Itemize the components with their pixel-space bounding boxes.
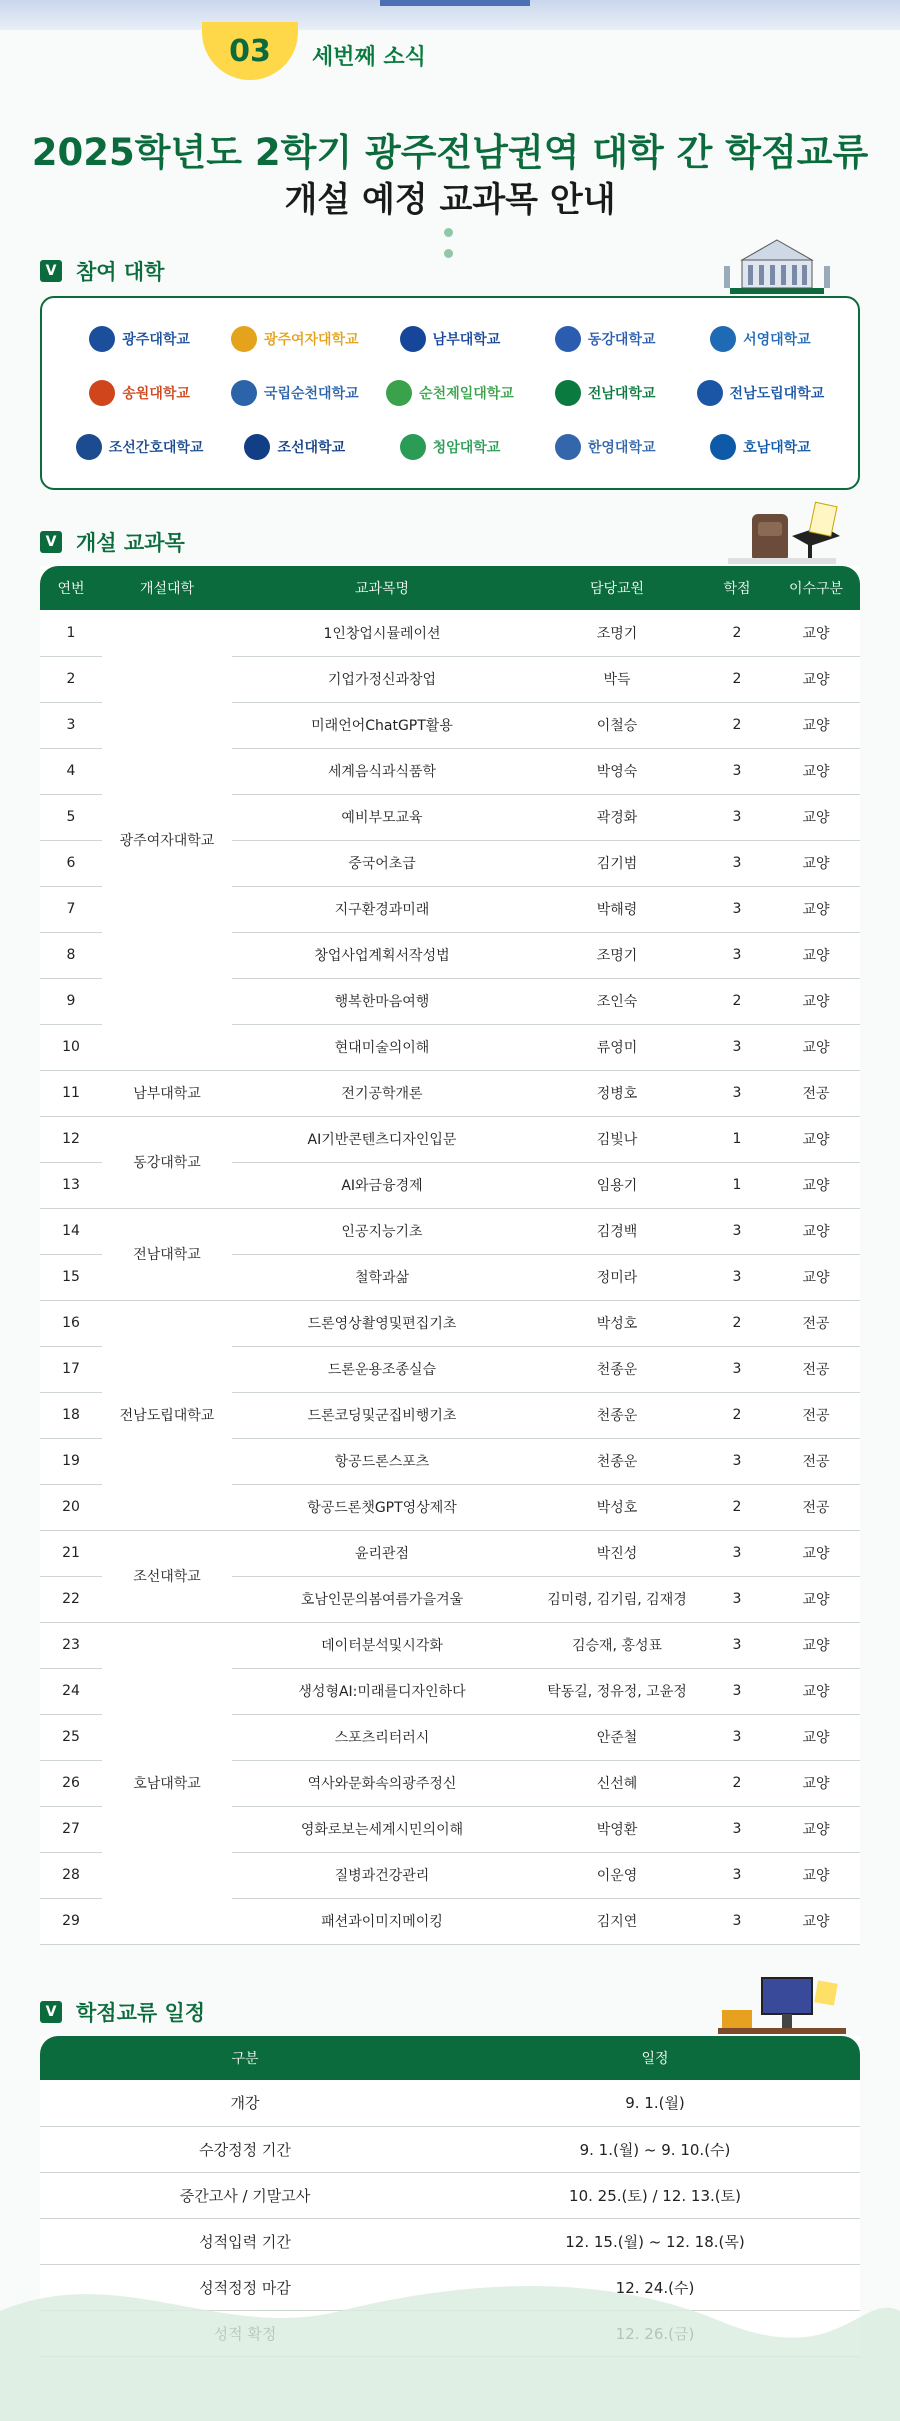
course-credit: 3 xyxy=(702,1622,772,1668)
course-instructor: 조명기 xyxy=(532,610,702,656)
university-name: 서영대학교 xyxy=(743,332,811,348)
university-emblem-icon xyxy=(555,380,581,406)
course-name: 미래언어ChatGPT활용 xyxy=(232,702,532,748)
course-no: 9 xyxy=(40,978,102,1024)
course-type: 교양 xyxy=(772,794,860,840)
course-type: 교양 xyxy=(772,702,860,748)
course-university: 호남대학교 xyxy=(102,1622,232,1944)
course-no: 5 xyxy=(40,794,102,840)
course-type: 전공 xyxy=(772,1438,860,1484)
course-type: 전공 xyxy=(772,1346,860,1392)
course-type: 교양 xyxy=(772,1576,860,1622)
course-type: 교양 xyxy=(772,1714,860,1760)
course-no: 15 xyxy=(40,1254,102,1300)
university-emblem-icon xyxy=(89,326,115,352)
course-instructor: 박영환 xyxy=(532,1806,702,1852)
course-name: 지구환경과미래 xyxy=(232,886,532,932)
course-name: 역사와문화속의광주정신 xyxy=(232,1760,532,1806)
table-row xyxy=(40,1116,860,1162)
col-university: 개설대학 xyxy=(102,566,232,610)
course-no: 3 xyxy=(40,702,102,748)
course-type: 교양 xyxy=(772,748,860,794)
table-row xyxy=(40,1300,860,1346)
course-name: 질병과건강관리 xyxy=(232,1852,532,1898)
course-instructor: 류영미 xyxy=(532,1024,702,1070)
university-logo xyxy=(372,312,527,366)
university-emblem-icon xyxy=(231,380,257,406)
course-credit: 2 xyxy=(702,702,772,748)
course-credit: 3 xyxy=(702,1254,772,1300)
university-name: 한영대학교 xyxy=(587,440,656,456)
course-instructor: 임용기 xyxy=(532,1162,702,1208)
col-type: 이수구분 xyxy=(772,566,860,610)
course-no: 29 xyxy=(40,1898,102,1944)
course-type: 전공 xyxy=(772,1484,860,1530)
course-no: 13 xyxy=(40,1162,102,1208)
university-logo xyxy=(217,366,372,420)
course-name: 전기공학개론 xyxy=(232,1070,532,1116)
course-instructor: 박성호 xyxy=(532,1300,702,1346)
course-name: 세계음식과식품학 xyxy=(232,748,532,794)
course-no: 6 xyxy=(40,840,102,886)
schedule-item: 성적입력 기간 xyxy=(40,2218,450,2264)
course-instructor: 정미라 xyxy=(532,1254,702,1300)
course-type: 교양 xyxy=(772,1530,860,1576)
schedule-item: 중간고사 / 기말고사 xyxy=(40,2172,450,2218)
course-credit: 2 xyxy=(702,610,772,656)
university-emblem-icon xyxy=(231,326,257,352)
university-emblem-icon xyxy=(697,380,723,406)
course-type: 교양 xyxy=(772,886,860,932)
schedule-item: 수강정정 기간 xyxy=(40,2126,450,2172)
university-name: 조선간호대학교 xyxy=(108,440,204,456)
course-no: 28 xyxy=(40,1852,102,1898)
university-emblem-icon xyxy=(244,434,270,460)
university-logo xyxy=(528,312,683,366)
course-credit: 3 xyxy=(702,1714,772,1760)
course-credit: 3 xyxy=(702,1806,772,1852)
university-emblem-icon xyxy=(89,380,115,406)
course-name: 예비부모교육 xyxy=(232,794,532,840)
course-instructor: 김미령, 김기림, 김재경 xyxy=(532,1576,702,1622)
university-name: 남부대학교 xyxy=(432,332,501,348)
background-wave xyxy=(0,2251,900,2421)
divider-dots xyxy=(444,228,453,270)
course-instructor: 곽경화 xyxy=(532,794,702,840)
university-building-icon xyxy=(722,236,832,296)
course-type: 교양 xyxy=(772,1668,860,1714)
col-credit: 학점 xyxy=(702,566,772,610)
course-type: 교양 xyxy=(772,1024,860,1070)
course-name: 항공드론챗GPT영상제작 xyxy=(232,1484,532,1530)
course-no: 7 xyxy=(40,886,102,932)
course-name: 생성형AI:미래를디자인하다 xyxy=(232,1668,532,1714)
course-name: 데이터분석및시각화 xyxy=(232,1622,532,1668)
table-row xyxy=(40,1070,860,1116)
schedule-date: 10. 25.(토) / 12. 13.(토) xyxy=(450,2172,860,2218)
col-no: 연번 xyxy=(40,566,102,610)
books-icon xyxy=(722,496,842,568)
universities-heading-text: 참여 대학 xyxy=(76,260,165,284)
course-no: 25 xyxy=(40,1714,102,1760)
course-type: 교양 xyxy=(772,978,860,1024)
course-instructor: 김빛나 xyxy=(532,1116,702,1162)
course-type: 교양 xyxy=(772,656,860,702)
issue-badge xyxy=(202,22,298,80)
course-name: 항공드론스포츠 xyxy=(232,1438,532,1484)
schedule-item: 성적정정 마감 xyxy=(40,2264,450,2310)
university-name: 국립순천대학교 xyxy=(263,386,359,402)
issue-number: 03 xyxy=(229,33,271,69)
course-instructor: 박영숙 xyxy=(532,748,702,794)
course-instructor: 박득 xyxy=(532,656,702,702)
course-credit: 2 xyxy=(702,1300,772,1346)
course-instructor: 이운영 xyxy=(532,1852,702,1898)
schedule-date: 12. 24.(수) xyxy=(450,2264,860,2310)
table-row xyxy=(40,610,860,656)
course-university: 남부대학교 xyxy=(102,1070,232,1116)
course-credit: 3 xyxy=(702,1668,772,1714)
university-logo xyxy=(683,312,838,366)
university-logo xyxy=(372,366,527,420)
course-no: 4 xyxy=(40,748,102,794)
universities-heading xyxy=(40,256,164,286)
course-no: 20 xyxy=(40,1484,102,1530)
col-date: 일정 xyxy=(450,2036,860,2080)
course-table-header xyxy=(40,566,860,610)
university-logo xyxy=(683,366,838,420)
course-instructor: 박진성 xyxy=(532,1530,702,1576)
course-credit: 3 xyxy=(702,1438,772,1484)
table-row xyxy=(40,1622,860,1668)
university-logo xyxy=(683,420,838,474)
course-no: 17 xyxy=(40,1346,102,1392)
university-emblem-icon xyxy=(386,380,412,406)
course-no: 26 xyxy=(40,1760,102,1806)
course-no: 14 xyxy=(40,1208,102,1254)
course-instructor: 조인숙 xyxy=(532,978,702,1024)
course-instructor: 김경백 xyxy=(532,1208,702,1254)
schedule-heading xyxy=(40,1997,205,2027)
course-name: 드론운용조종실습 xyxy=(232,1346,532,1392)
col-course: 교과목명 xyxy=(232,566,532,610)
university-emblem-icon xyxy=(76,434,102,460)
course-university: 전남대학교 xyxy=(102,1208,232,1300)
course-type: 교양 xyxy=(772,1852,860,1898)
course-credit: 2 xyxy=(702,656,772,702)
course-name: 호남인문의봄여름가을겨울 xyxy=(232,1576,532,1622)
course-credit: 1 xyxy=(702,1162,772,1208)
university-emblem-icon xyxy=(710,326,736,352)
course-credit: 3 xyxy=(702,932,772,978)
page-title: 2025학년도 2학기 광주전남권역 대학 간 학점교류 xyxy=(31,131,869,174)
university-name: 조선대학교 xyxy=(277,440,346,456)
course-no: 1 xyxy=(40,610,102,656)
course-type: 전공 xyxy=(772,1070,860,1116)
university-logo xyxy=(372,420,527,474)
course-table xyxy=(40,566,860,1945)
course-name: 드론코딩및군집비행기초 xyxy=(232,1392,532,1438)
schedule-date: 9. 1.(월) ~ 9. 10.(수) xyxy=(450,2126,860,2172)
course-credit: 2 xyxy=(702,1484,772,1530)
course-credit: 1 xyxy=(702,1116,772,1162)
university-logo xyxy=(528,366,683,420)
course-name: 기업가정신과창업 xyxy=(232,656,532,702)
course-no: 2 xyxy=(40,656,102,702)
university-emblem-icon xyxy=(400,326,426,352)
course-no: 16 xyxy=(40,1300,102,1346)
col-item: 구분 xyxy=(40,2036,450,2080)
course-instructor: 김승재, 홍성표 xyxy=(532,1622,702,1668)
table-row xyxy=(40,1208,860,1254)
course-no: 10 xyxy=(40,1024,102,1070)
course-type: 교양 xyxy=(772,610,860,656)
course-credit: 3 xyxy=(702,1070,772,1116)
course-credit: 3 xyxy=(702,794,772,840)
course-type: 교양 xyxy=(772,932,860,978)
course-name: 행복한마음여행 xyxy=(232,978,532,1024)
course-no: 24 xyxy=(40,1668,102,1714)
course-no: 21 xyxy=(40,1530,102,1576)
university-name: 전남대학교 xyxy=(587,386,656,402)
course-instructor: 이철승 xyxy=(532,702,702,748)
university-emblem-icon xyxy=(710,434,736,460)
course-name: 철학과삶 xyxy=(232,1254,532,1300)
course-no: 18 xyxy=(40,1392,102,1438)
course-instructor: 신선혜 xyxy=(532,1760,702,1806)
course-name: 창업사업계획서작성법 xyxy=(232,932,532,978)
course-no: 23 xyxy=(40,1622,102,1668)
check-icon: V xyxy=(40,260,62,282)
course-type: 교양 xyxy=(772,1162,860,1208)
col-instructor: 담당교원 xyxy=(532,566,702,610)
course-credit: 3 xyxy=(702,840,772,886)
course-instructor: 천종운 xyxy=(532,1346,702,1392)
course-no: 27 xyxy=(40,1806,102,1852)
university-name: 송원대학교 xyxy=(122,386,190,402)
course-name: 스포츠리터러시 xyxy=(232,1714,532,1760)
course-type: 교양 xyxy=(772,1254,860,1300)
course-credit: 3 xyxy=(702,1852,772,1898)
course-no: 22 xyxy=(40,1576,102,1622)
course-name: 인공지능기초 xyxy=(232,1208,532,1254)
course-type: 교양 xyxy=(772,1208,860,1254)
top-decoration xyxy=(0,0,900,30)
university-name: 전남도립대학교 xyxy=(729,386,825,402)
course-type: 교양 xyxy=(772,1898,860,1944)
course-credit: 2 xyxy=(702,978,772,1024)
course-name: 중국어초급 xyxy=(232,840,532,886)
course-name: 현대미술의이해 xyxy=(232,1024,532,1070)
university-logo xyxy=(528,420,683,474)
course-university: 광주여자대학교 xyxy=(102,610,232,1070)
schedule-table-header xyxy=(40,2036,860,2080)
university-name: 순천제일대학교 xyxy=(419,386,514,402)
course-no: 19 xyxy=(40,1438,102,1484)
university-name: 광주대학교 xyxy=(122,332,190,348)
course-instructor: 천종운 xyxy=(532,1392,702,1438)
course-instructor: 박해령 xyxy=(532,886,702,932)
table-row xyxy=(40,2126,860,2172)
university-name: 청암대학교 xyxy=(432,440,501,456)
university-logo xyxy=(217,420,372,474)
course-no: 11 xyxy=(40,1070,102,1116)
university-emblem-icon xyxy=(555,434,581,460)
course-name: 윤리관점 xyxy=(232,1530,532,1576)
course-type: 교양 xyxy=(772,1622,860,1668)
course-type: 교양 xyxy=(772,1806,860,1852)
course-instructor: 김기범 xyxy=(532,840,702,886)
check-icon: V xyxy=(40,2001,62,2023)
course-name: AI와금융경제 xyxy=(232,1162,532,1208)
university-logo xyxy=(62,366,217,420)
course-instructor: 천종운 xyxy=(532,1438,702,1484)
table-row xyxy=(40,2080,860,2126)
course-instructor: 안준철 xyxy=(532,1714,702,1760)
course-name: 패션과이미지메이킹 xyxy=(232,1898,532,1944)
universities-box xyxy=(40,296,860,490)
course-type: 교양 xyxy=(772,840,860,886)
course-credit: 3 xyxy=(702,1898,772,1944)
university-logo xyxy=(217,312,372,366)
course-credit: 3 xyxy=(702,886,772,932)
university-emblem-icon xyxy=(400,434,426,460)
university-name: 동강대학교 xyxy=(587,332,656,348)
course-type: 전공 xyxy=(772,1392,860,1438)
course-no: 8 xyxy=(40,932,102,978)
course-credit: 3 xyxy=(702,1576,772,1622)
course-table-wrapper xyxy=(40,566,860,1945)
page-subtitle: 개설 예정 교과목 안내 xyxy=(284,180,616,220)
course-credit: 3 xyxy=(702,1024,772,1070)
check-icon: V xyxy=(40,531,62,553)
schedule-date: 9. 1.(월) xyxy=(450,2080,860,2126)
desk-icon xyxy=(712,1972,852,2038)
course-type: 전공 xyxy=(772,1300,860,1346)
course-name: 영화로보는세계시민의이해 xyxy=(232,1806,532,1852)
table-row xyxy=(40,2172,860,2218)
course-no: 12 xyxy=(40,1116,102,1162)
course-instructor: 정병호 xyxy=(532,1070,702,1116)
issue-label: 세번째 소식 xyxy=(312,45,426,70)
course-university: 동강대학교 xyxy=(102,1116,232,1208)
university-emblem-icon xyxy=(555,326,581,352)
course-university: 조선대학교 xyxy=(102,1530,232,1622)
course-credit: 3 xyxy=(702,1346,772,1392)
university-logo xyxy=(62,420,217,474)
course-instructor: 김지연 xyxy=(532,1898,702,1944)
table-row xyxy=(40,1530,860,1576)
schedule-date: 12. 15.(월) ~ 12. 18.(목) xyxy=(450,2218,860,2264)
schedule-heading-text: 학점교류 일정 xyxy=(76,2001,206,2025)
course-credit: 2 xyxy=(702,1392,772,1438)
university-logo xyxy=(62,312,217,366)
course-type: 교양 xyxy=(772,1760,860,1806)
course-university: 전남도립대학교 xyxy=(102,1300,232,1530)
course-instructor: 탁동길, 정유정, 고윤정 xyxy=(532,1668,702,1714)
course-credit: 3 xyxy=(702,748,772,794)
course-instructor: 박성호 xyxy=(532,1484,702,1530)
course-name: 드론영상촬영및편집기초 xyxy=(232,1300,532,1346)
course-credit: 2 xyxy=(702,1760,772,1806)
course-credit: 3 xyxy=(702,1530,772,1576)
course-type: 교양 xyxy=(772,1116,860,1162)
course-instructor: 조명기 xyxy=(532,932,702,978)
university-name: 광주여자대학교 xyxy=(263,332,359,348)
course-name: AI기반콘텐츠디자인입문 xyxy=(232,1116,532,1162)
schedule-item: 개강 xyxy=(40,2080,450,2126)
course-credit: 3 xyxy=(702,1208,772,1254)
courses-heading xyxy=(40,527,185,557)
courses-heading-text: 개설 교과목 xyxy=(76,531,185,555)
university-name: 호남대학교 xyxy=(743,440,811,456)
course-name: 1인창업시뮬레이션 xyxy=(232,610,532,656)
